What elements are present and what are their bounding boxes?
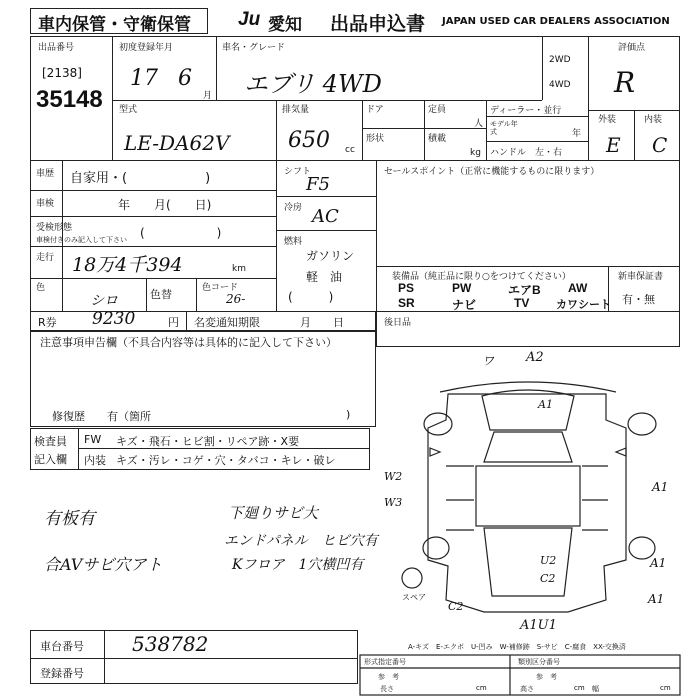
lot-number: 35148 — [36, 86, 103, 113]
drive-4wd: 4WD — [549, 80, 571, 90]
color-label: 色 — [36, 283, 46, 293]
lot-sub-number: [2138] — [42, 66, 82, 80]
registration-month-unit: 月 — [203, 91, 213, 101]
inspector-interior-label: 内装 — [84, 454, 106, 467]
equipment-aw: AW — [568, 281, 588, 295]
capacity-unit: 人 — [474, 119, 484, 129]
equipment-ps: PS — [398, 281, 415, 295]
recycle-value: 9230 — [92, 309, 136, 329]
lot-label: 出品番号 — [38, 43, 75, 53]
mark-right-1: A1 — [652, 480, 669, 494]
mileage-unit: km — [232, 264, 246, 274]
footer-cm-3: cm — [660, 684, 671, 692]
model-year-label: モデル年式 — [490, 120, 518, 136]
ac-value: AC — [312, 206, 339, 227]
mark-hood: A1 — [538, 398, 553, 411]
receipt-value: ( ) — [140, 226, 222, 240]
new-warranty-label: 新車保証書 — [618, 272, 664, 282]
drive-2wd: 2WD — [549, 55, 571, 65]
footer-ref-label: 参 考 — [378, 673, 399, 681]
capacity-label: 定員 — [428, 105, 447, 115]
inspection-value: 年 月( 日) — [118, 198, 212, 212]
color-change-label: 色替 — [150, 288, 172, 301]
inspector-note-3: エンドパネル ヒビ穴有 — [224, 533, 378, 549]
mark-rear-bumper: A1U1 — [520, 618, 557, 633]
sales-point-label: セールスポイント（正常に機能するものに限ります） — [384, 167, 600, 177]
mileage-label: 走行 — [36, 253, 55, 263]
model-value: LE-DA62V — [124, 131, 230, 155]
name-change-value: 月 日 — [300, 316, 344, 329]
equipment-label: 装備品（純正品に限り○をつけてください） — [392, 272, 571, 282]
inspector-fw-label: FW — [84, 433, 102, 446]
equipment-sr: SR — [398, 296, 415, 310]
door-label: ドア — [366, 105, 384, 115]
recycle-label: R券 — [38, 316, 57, 329]
interior-value: C — [652, 133, 668, 157]
footer-length-label: 長さ — [380, 685, 394, 693]
fuel-gasoline: ガソリン — [306, 249, 355, 263]
footer-cm-1: cm — [476, 684, 487, 692]
color-value: シロ — [90, 293, 118, 309]
load-label: 積載 — [428, 134, 447, 144]
fuel-diesel: 軽 油 — [306, 270, 343, 284]
recycle-unit: 円 — [168, 316, 179, 329]
displacement-label: 排気量 — [282, 105, 310, 115]
spare-label: スペア — [402, 593, 426, 602]
ju-logo: Ju — [238, 9, 261, 30]
shape-label: 形状 — [366, 134, 385, 144]
mark-left-rear: C2 — [448, 600, 464, 613]
inspector-fw-items: キズ・飛石・ヒビ割・リペア跡・X要 — [116, 435, 300, 448]
dealer-label: ディーラー・並行 — [490, 106, 562, 116]
inspector-note-2: 下廻りサビ大 — [228, 504, 319, 522]
model-label: 型式 — [119, 105, 138, 115]
exterior-value: E — [606, 133, 621, 157]
registration-label: 初度登録年月 — [119, 43, 174, 53]
org-name: 愛知 — [268, 15, 302, 34]
storage-note: 車内保管・守衛保管 — [38, 15, 191, 34]
vehicle-name: エブリ 4WD — [244, 70, 382, 98]
history-label: 車歴 — [36, 169, 55, 179]
rating-label: 評価点 — [618, 43, 646, 53]
equipment-pw: PW — [452, 281, 472, 295]
mark-right-rear: A1 — [648, 592, 665, 606]
footer-ref2-label: 参 考 — [536, 673, 557, 681]
equipment-leather: カワシート — [556, 299, 611, 311]
receipt-label: 受検形態 — [36, 223, 73, 233]
color-code-label: 色コード — [202, 283, 239, 293]
receipt-note: 車検付きのみ記入して下さい — [36, 236, 127, 244]
fuel-label: 燃料 — [284, 237, 303, 247]
footer-form-label: 形式指定番号 — [364, 658, 406, 666]
rear-items-label: 後日品 — [384, 318, 412, 328]
shift-label: シフト — [284, 167, 312, 177]
mark-rear-2: C2 — [540, 572, 556, 585]
color-code-value: 26- — [226, 292, 246, 306]
registration-year: 17 — [130, 66, 158, 91]
vehicle-name-label: 車名・グレード — [222, 43, 286, 53]
inspector-note-4: 合AVサビ穴アト — [44, 555, 163, 574]
footer-height-label: 高さ — [520, 685, 534, 693]
inspector-label-2: 記入欄 — [34, 453, 67, 466]
inspection-label: 車検 — [36, 199, 55, 209]
fuel-other: ( ) — [288, 290, 334, 304]
ac-label: 冷房 — [284, 203, 303, 213]
mark-rear-1: U2 — [540, 554, 557, 567]
history-value: 自家用・( ) — [70, 171, 211, 186]
handle-label: ハンドル 左・右 — [490, 148, 563, 158]
repair-close: ) — [346, 408, 351, 421]
load-unit: kg — [470, 148, 481, 158]
footer-width-label: 幅 — [592, 685, 599, 693]
registration-month: 6 — [178, 66, 192, 91]
notes-title: 注意事項申告欄（不具合内容等は具体的に記入して下さい） — [40, 336, 337, 349]
equipment-airbag: エアB — [508, 283, 541, 297]
name-change-label: 名変通知期限 — [194, 316, 260, 329]
damage-legend: A-キズ E-エクボ U-凹み W-補修跡 S-サビ C-腐食 XX-交換済 — [408, 643, 626, 651]
mark-right-2: A1 — [650, 556, 667, 570]
equipment-tv: TV — [514, 296, 530, 310]
footer-class-label: 類別区分番号 — [518, 658, 560, 666]
displacement-value: 650 — [288, 128, 330, 153]
mileage-value: 18万4千394 — [72, 254, 183, 276]
equipment-navi: ナビ — [452, 298, 477, 312]
inspector-note-5: Kフロア 1穴横凹有 — [232, 557, 364, 573]
mark-front-2: A2 — [526, 350, 544, 365]
new-warranty-value: 有・無 — [622, 293, 655, 306]
mark-left-1: W2 — [384, 470, 403, 483]
mark-left-2: W3 — [384, 496, 403, 509]
displacement-unit: cc — [345, 145, 355, 155]
inspector-note-1: 有板有 — [44, 509, 95, 529]
mark-front-1: ワ — [482, 354, 495, 368]
chassis-value: 538782 — [132, 632, 209, 656]
form-title: 出品申込書 — [330, 14, 426, 35]
interior-label: 内装 — [644, 115, 663, 125]
chassis-label: 車台番号 — [40, 640, 84, 653]
inspector-label-1: 検査員 — [34, 435, 67, 448]
repair-label: 修復歴 有（箇所 — [52, 410, 151, 423]
footer-cm-2: cm — [574, 684, 585, 692]
exterior-label: 外装 — [598, 115, 617, 125]
model-year-unit: 年 — [572, 129, 582, 139]
english-title: JAPAN USED CAR DEALERS ASSOCIATION — [442, 16, 670, 27]
plate-label: 登録番号 — [40, 667, 84, 680]
rating-score: R — [614, 66, 636, 99]
shift-value: F5 — [306, 174, 330, 195]
inspector-interior-items: キズ・汚レ・コゲ・穴・タバコ・キレ・破レ — [116, 454, 336, 467]
